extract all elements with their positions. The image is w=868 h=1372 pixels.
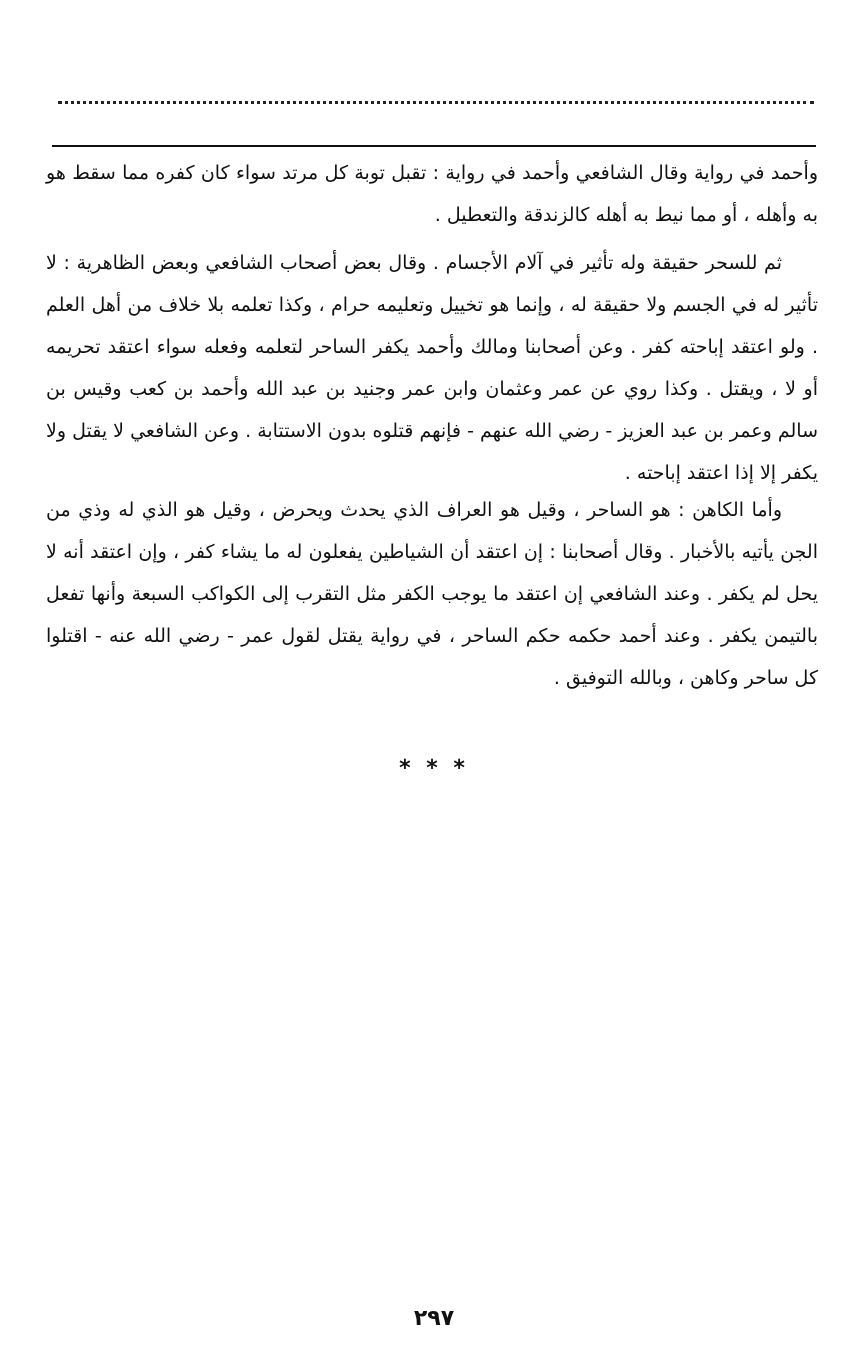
- paragraph-soothsayer: وأما الكاهن : هو الساحر ، وقيل هو العراف الذي يحدث ويحرض ، وقيل هو الذي له وذي من الجن يأتيه بالأخبار . وقال أصحابنا : إن اعتقد أن الشياطين يفعلون له ما يشاء كفر ، وإن اعتقد أنه لا يحل لم يكفر . وعند الشافعي إن اعتقد ما يوجب الكفر مثل التقرب إلى الكواكب السبعة وأنها تفعل بالتيمن يكفر . وعند أحمد حكمه حكم الساحر ، في رواية يقتل لقول عمر - رضي الله عنه - اقتلوا كل ساحر وكاهن ، وبالله التوفيق .: [46, 499, 818, 689]
- page-number: ٢٩٧: [413, 1306, 455, 1331]
- dotted-separator: [58, 101, 814, 104]
- footnote-continuation: وأحمد في رواية وقال الشافعي وأحمد في رواية : تقبل توبة كل مرتد سواء كان كفره مما سقط هو به وأهله ، أو مما نيط به أهله كالزندقة والتعطيل .: [46, 162, 818, 226]
- footnote-rule: [52, 145, 816, 147]
- paragraph-magic: ثم للسحر حقيقة وله تأثير في آلام الأجسام . وقال بعض أصحاب الشافعي وبعض الظاهرية : لا تأثير له في الجسم ولا حقيقة له ، وإنما هو تخييل وتعليمه حرام ، وكذا تعلمه بلا خلاف من أهل العلم . ولو اعتقد إباحته كفر . وعن أصحابنا ومالك وأحمد يكفر الساحر لتعلمه وفعله سواء اعتقد تحريمه أو لا ، ويقتل . وكذا روي عن عمر وعثمان وابن عمر وجنيد بن عبد الله وأحمد بن كعب وقيس بن سالم وعمر بن عبد العزيز - رضي الله عنهم - فإنهم قتلوه بدون الاستتابة . وعن الشافعي لا يقتل ولا يكفر إلا إذا اعتقد إباحته .: [46, 252, 818, 484]
- section-divider-asterisks: * * *: [399, 756, 469, 781]
